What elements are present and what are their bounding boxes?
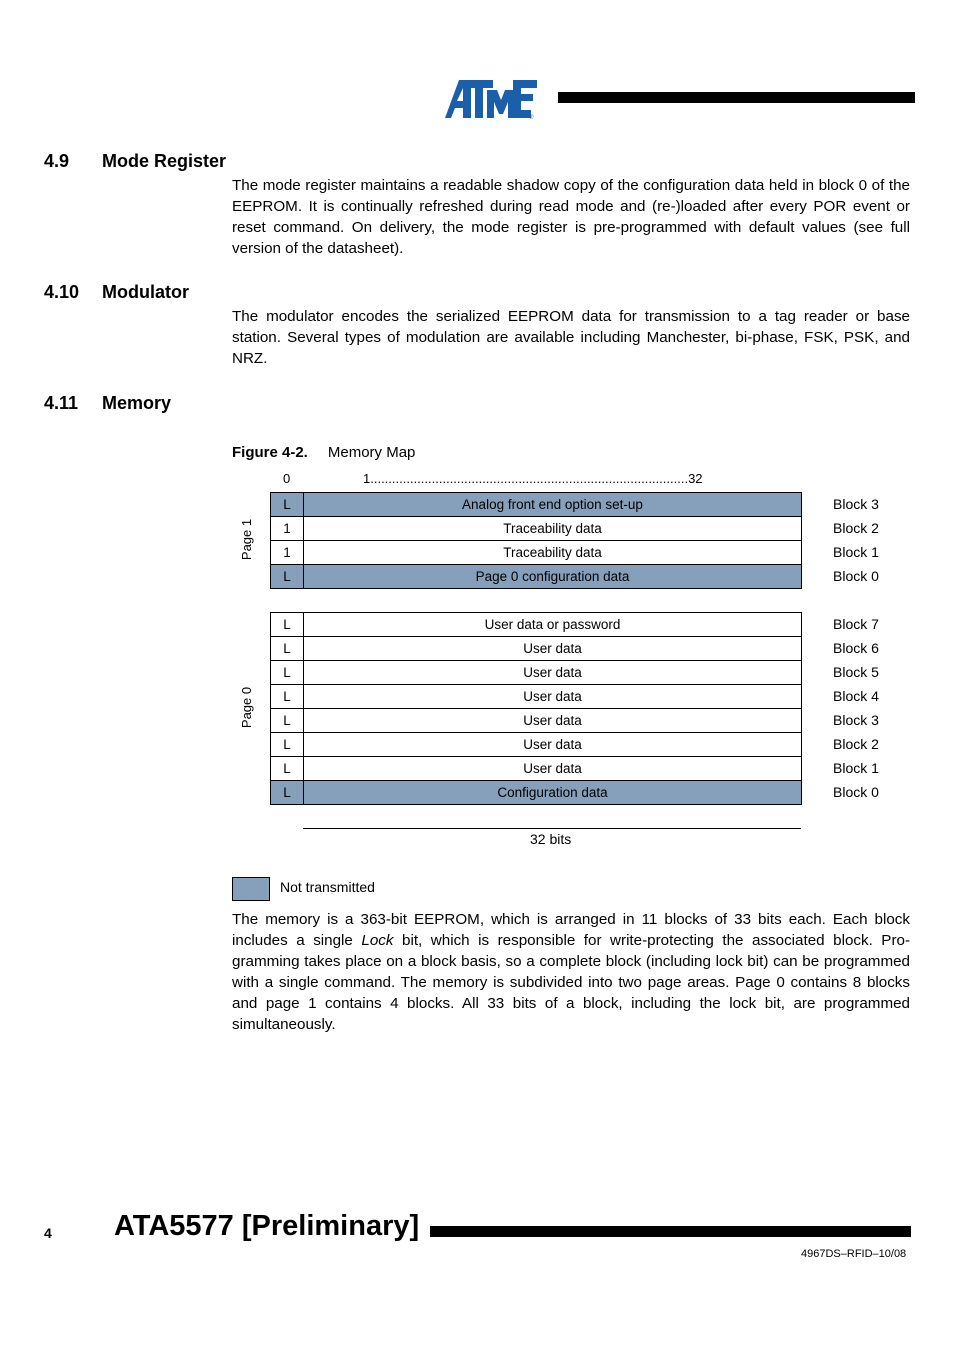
memory-row	[271, 565, 802, 589]
bits-label: 32 bits	[530, 831, 572, 847]
svg-text:®: ®	[529, 115, 534, 120]
lock-bit-cell: L	[271, 613, 304, 637]
memory-row	[271, 493, 802, 517]
memory-paragraph	[232, 909, 910, 1035]
block-label: Block 0	[833, 784, 879, 800]
lock-bit-cell: L	[271, 637, 304, 661]
memory-row	[271, 637, 802, 661]
block-description-cell: User data	[304, 685, 802, 709]
figure-caption	[232, 444, 415, 461]
footer-title: ATA5577 [Preliminary]	[114, 1210, 420, 1242]
memory-row	[271, 685, 802, 709]
bits-width-line	[303, 828, 801, 829]
memory-text-part-1: The memory is a 363-bit EEPROM, which is arranged in 11 blocks of 33 bits each. Each block includes a single	[232, 911, 910, 949]
memory-row	[271, 781, 802, 805]
block-label: Block 2	[833, 736, 879, 752]
memory-row	[271, 541, 802, 565]
block-label: Block 0	[833, 568, 879, 584]
modulator-paragraph: The modulator encodes the serialized EEPROM data for transmission to a tag reader or base station. Several types of modulation are available including Manchester, bi-phase, FSK, PSK, and NRZ.	[232, 308, 910, 367]
block-label: Block 1	[833, 760, 879, 776]
block-label: Block 7	[833, 616, 879, 632]
lock-bit-cell: L	[271, 757, 304, 781]
atmel-logo	[441, 74, 537, 120]
footer-rule	[430, 1226, 911, 1237]
block-description-cell: User data	[304, 757, 802, 781]
lock-bit-cell: L	[271, 493, 304, 517]
figure-title: Memory Map	[327, 444, 416, 461]
bit-axis-range: 1........................................................................................32	[363, 471, 703, 486]
block-description-cell: User data	[304, 709, 802, 733]
lock-bit-cell: 1	[271, 517, 304, 541]
document-code: 4967DS–RFID–10/08	[801, 1248, 907, 1260]
lock-term: Lock	[361, 932, 394, 949]
memory-row	[271, 733, 802, 757]
block-label: Block 5	[833, 664, 879, 680]
block-description-cell: Traceability data	[304, 541, 802, 565]
memory-row	[271, 709, 802, 733]
memory-text-part-2: bit, which is responsible for write-protecting the associated block. Pro-gramming takes place on a block basis, so a complete block (including lock bit) can be programmed with a single command. The memory is subdivided into two page areas. Page 0 contains 8 blocks and page 1 contains 4 blocks. All 33 bits of a block, including the lock bit, are programmed simultaneously.	[232, 932, 911, 1033]
block-description-cell: User data	[304, 733, 802, 757]
lock-bit-cell: 1	[271, 541, 304, 565]
header-rule	[558, 92, 915, 103]
block-description-cell: Page 0 configuration data	[304, 565, 802, 589]
lock-bit-cell: L	[271, 685, 304, 709]
block-label: Block 1	[833, 544, 879, 560]
block-description-cell: User data	[304, 637, 802, 661]
block-label: Block 6	[833, 640, 879, 656]
block-description-cell: Traceability data	[304, 517, 802, 541]
page-number: 4	[44, 1225, 52, 1241]
memory-row	[271, 757, 802, 781]
legend-label: Not transmitted	[280, 879, 375, 895]
page-1-label: Page 1	[239, 518, 255, 561]
lock-bit-cell: L	[271, 709, 304, 733]
page-0-table	[270, 612, 802, 805]
bit-axis-start: 0	[283, 471, 291, 486]
page-1-table	[270, 492, 802, 589]
lock-bit-cell: L	[271, 781, 304, 805]
lock-bit-cell: L	[271, 733, 304, 757]
block-description-cell: Configuration data	[304, 781, 802, 805]
memory-row	[271, 517, 802, 541]
lock-bit-cell: L	[271, 565, 304, 589]
block-description-cell: User data	[304, 661, 802, 685]
block-label: Block 3	[833, 712, 879, 728]
mode-register-paragraph: The mode register maintains a readable shadow copy of the configuration data held in block 0 of the EEPROM. It is continually refreshed during read mode and (re-)loaded after every POR event or reset command. On delivery, the mode register is pre-programmed with default values (see full version of the datasheet).	[232, 177, 910, 257]
block-label: Block 2	[833, 520, 879, 536]
lock-bit-cell: L	[271, 661, 304, 685]
legend-swatch	[232, 877, 270, 901]
block-description-cell: Analog front end option set-up	[304, 493, 802, 517]
page-0-label: Page 0	[239, 686, 255, 729]
memory-row	[271, 613, 802, 637]
block-description-cell: User data or password	[304, 613, 802, 637]
memory-row	[271, 661, 802, 685]
block-label: Block 4	[833, 688, 879, 704]
block-label: Block 3	[833, 496, 879, 512]
figure-label: Figure 4-2.	[232, 444, 308, 461]
